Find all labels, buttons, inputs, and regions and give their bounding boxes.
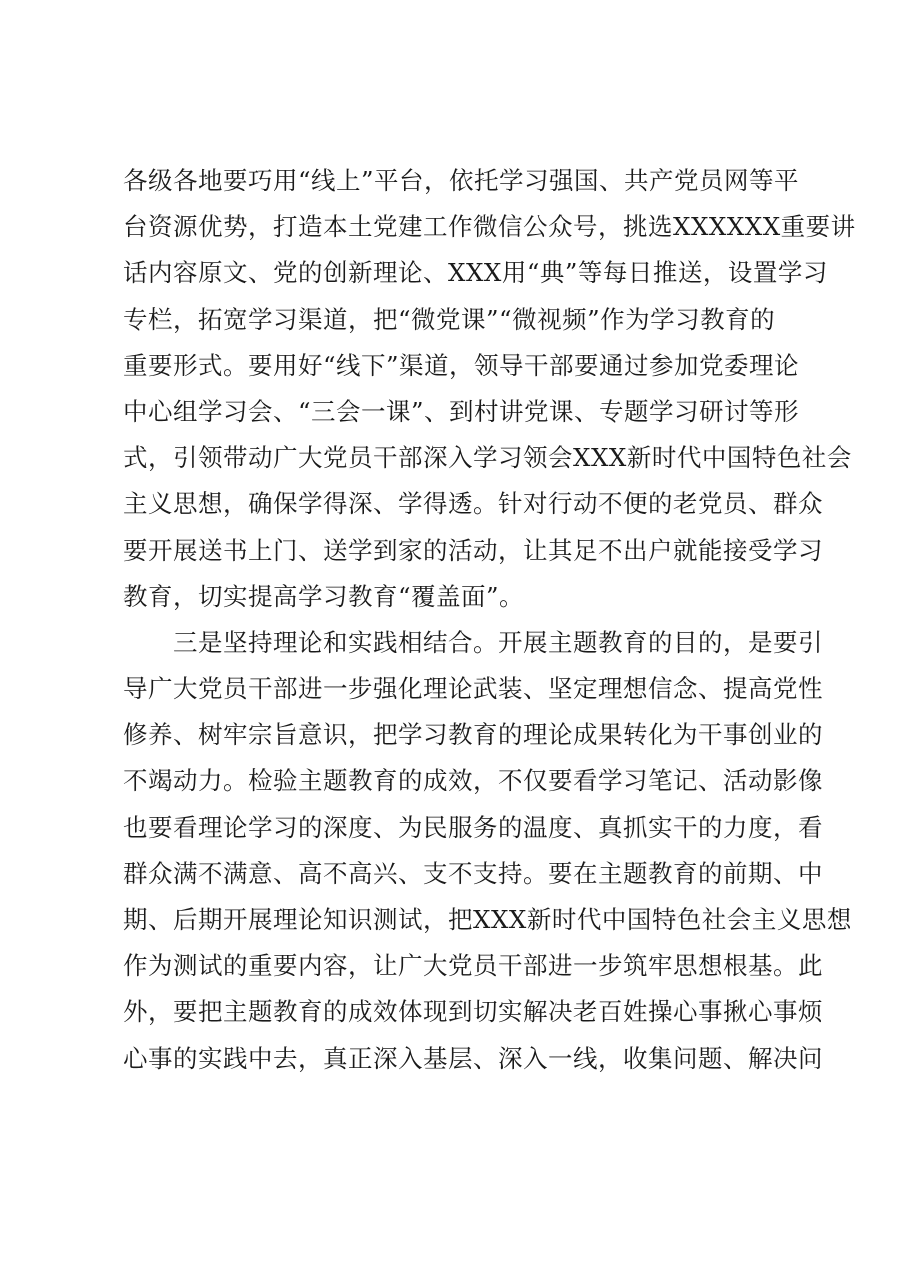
text-line: 要开展送书上门、送学到家的活动，让其足不出户就能接受学习 (123, 535, 823, 565)
text-line: 话内容原文、党的创新理论、XXX用“典”等每日推送，设置学习 (123, 258, 828, 288)
text-line: 三是坚持理论和实践相结合。开展主题教育的目的，是要引 (173, 627, 823, 657)
text-line: 外，要把主题教育的成效体现到切实解决老百姓操心事揪心事烦 (123, 997, 823, 1027)
text-line: 教育，切实提高学习教育“覆盖面”。 (123, 581, 525, 611)
paragraph-2 (123, 620, 852, 1082)
text-line: 修养、树牢宗旨意识，把学习教育的理论成果转化为干事创业的 (123, 720, 823, 750)
text-line: 导广大党员干部进一步强化理论武装、坚定理想信念、提高党性 (123, 674, 823, 704)
text-line: 主义思想，确保学得深、学得透。针对行动不便的老党员、群众 (123, 489, 823, 519)
text-line: 式，引领带动广大党员干部深入学习领会XXX新时代中国特色社会 (123, 443, 852, 473)
document-body (123, 158, 856, 1082)
text-line: 专栏，拓宽学习渠道，把“微党课”“微视频”作为学习教育的 (123, 304, 776, 334)
text-line: 心事的实践中去，真正深入基层、深入一线，收集问题、解决问 (123, 1043, 823, 1073)
text-line: 中心组学习会、“三会一课”、到村讲党课、专题学习研讨等形 (123, 396, 800, 426)
text-line: 群众满不满意、高不高兴、支不支持。要在主题教育的前期、中 (123, 858, 823, 888)
text-line: 作为测试的重要内容，让广大党员干部进一步筑牢思想根基。此 (123, 951, 823, 981)
text-line: 台资源优势，打造本土党建工作微信公众号，挑选XXXXXX重要讲 (123, 212, 856, 242)
text-line: 不竭动力。检验主题教育的成效，不仅要看学习笔记、活动影像 (123, 766, 823, 796)
text-line: 重要形式。要用好“线下”渠道，领导干部要通过参加党委理论 (123, 350, 800, 380)
text-line: 各级各地要巧用“线上”平台，依托学习强国、共产党员网等平 (123, 166, 800, 195)
paragraph-1 (123, 158, 856, 620)
text-line: 也要看理论学习的深度、为民服务的温度、真抓实干的力度，看 (123, 812, 823, 842)
text-line: 期、后期开展理论知识测试，把XXX新时代中国特色社会主义思想 (123, 905, 852, 934)
